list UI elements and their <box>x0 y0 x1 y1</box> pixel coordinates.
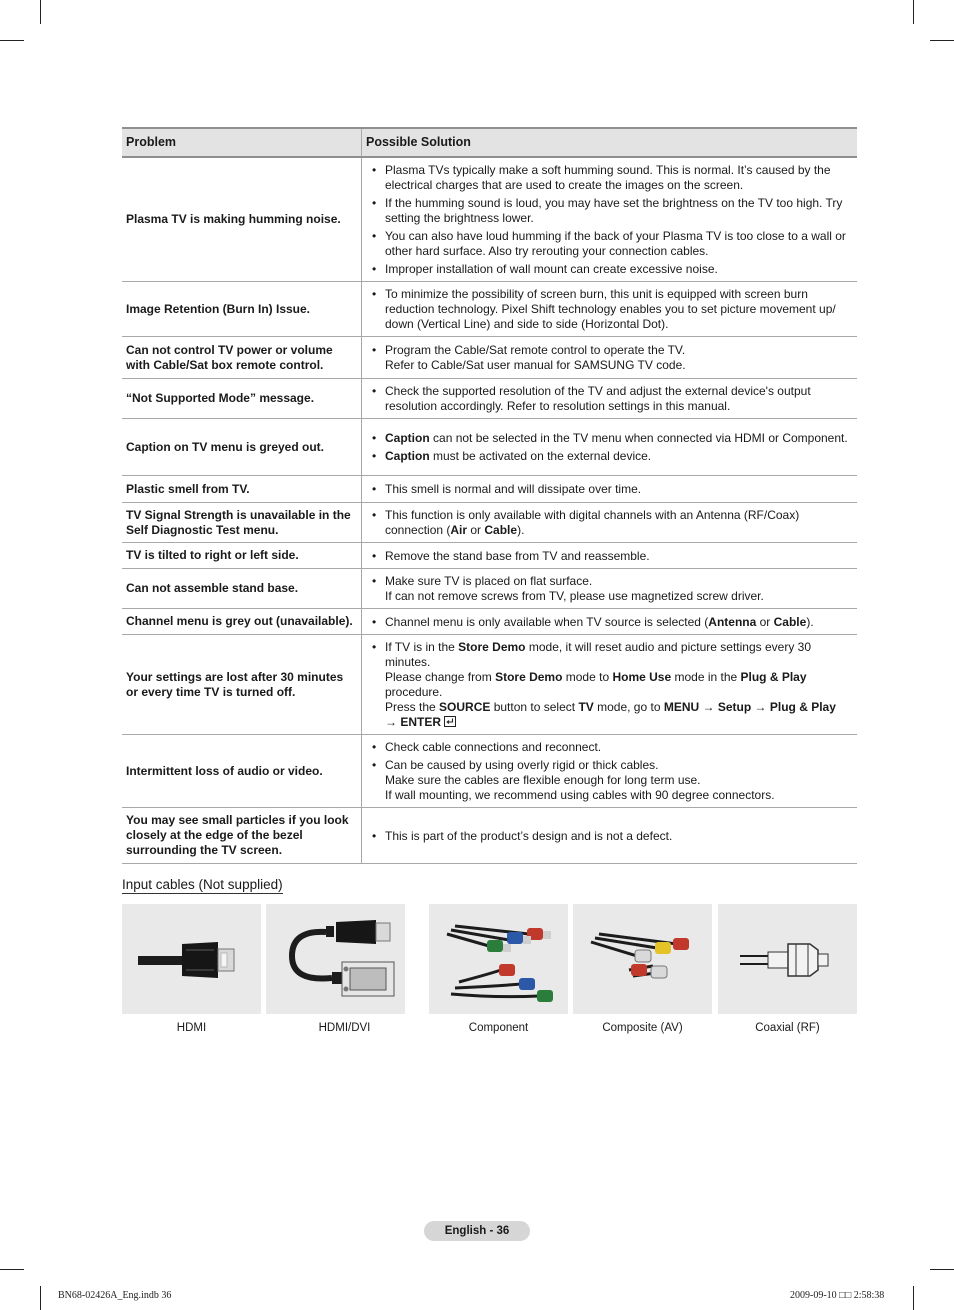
enter-icon <box>444 716 456 727</box>
solution-bullet <box>372 431 851 446</box>
solution-line: • Program the Cable/Sat remote control to operate the TV. <box>385 343 686 357</box>
solution-cell <box>362 569 858 609</box>
term-cable: Cable <box>773 614 807 629</box>
solution-line: If wall mounting, we recommend using cables with 90 degree connectors. <box>385 788 775 802</box>
header-solution: Possible Solution <box>362 128 858 157</box>
table-row <box>122 569 857 609</box>
solution-line: Make sure the cables are flexible enough for long term use. <box>385 773 701 787</box>
solution-bullet <box>372 640 851 730</box>
solution-text: ). <box>806 614 814 629</box>
crop-mark <box>40 1286 41 1310</box>
solution-text: Channel menu is only available when TV source is selected ( <box>385 614 709 629</box>
cable-label: Composite (AV) <box>602 1022 683 1034</box>
troubleshooting-table <box>122 127 857 864</box>
problem-cell: Can not control TV power or volume with Cable/Sat box remote control. <box>122 337 362 379</box>
problem-cell: Intermittent loss of audio or video. <box>122 735 362 808</box>
solution-cell <box>362 735 858 808</box>
solution-cell <box>362 157 858 282</box>
cable-label: HDMI/DVI <box>318 1022 371 1034</box>
solution-bullet: • This smell is normal and will dissipate over time. <box>372 482 851 497</box>
cable-label: Component <box>468 1022 529 1034</box>
term-air: Air <box>450 523 468 537</box>
footer-timestamp: 2009-09-10 □□ 2:58:38 <box>790 1290 885 1301</box>
hdmi-cable-image <box>122 904 261 1014</box>
solution-bullet: • If the humming sound is loud, you may have set the brightness on the TV too high. Try setting the brightness lower. <box>372 196 851 226</box>
crop-mark <box>40 0 41 24</box>
caption-term: Caption <box>385 449 430 463</box>
solution-bullet <box>372 508 851 538</box>
problem-cell: Image Retention (Burn In) Issue. <box>122 282 362 337</box>
solution-text: must be activated on the external device. <box>433 449 652 463</box>
solution-text: can not be selected in the TV menu when connected via HDMI or Component. <box>433 431 848 445</box>
problem-cell: You may see small particles if you look closely at the edge of the bezel surrounding the TV screen. <box>122 808 362 864</box>
solution-text: or <box>467 523 485 537</box>
solution-bullet <box>372 615 851 630</box>
footer-file: BN68-02426A_Eng.indb 36 <box>58 1290 172 1301</box>
solution-line: • If TV is in the Store Demo mode, it will reset audio and picture settings every 30 minutes. <box>385 640 811 669</box>
problem-cell: TV is tilted to right or left side. <box>122 543 362 569</box>
solution-line: • Can be caused by using overly rigid or thick cables. <box>385 758 659 772</box>
term-antenna: Antenna <box>708 614 757 629</box>
cable-label: HDMI <box>176 1022 207 1034</box>
table-row <box>122 808 857 864</box>
solution-bullet <box>372 343 851 373</box>
solution-cell <box>362 282 858 337</box>
problem-cell: Plastic smell from TV. <box>122 476 362 503</box>
problem-cell: “Not Supported Mode” message. <box>122 379 362 419</box>
solution-bullet: • You can also have loud humming if the back of your Plasma TV is too close to a wall or other hard surface. Also try rerouting your connection cables. <box>372 229 851 259</box>
page-number-badge: English - 36 <box>424 1221 530 1241</box>
table-row <box>122 282 857 337</box>
problem-cell: Caption on TV menu is greyed out. <box>122 419 362 476</box>
term-cable: Cable <box>484 523 518 537</box>
table-row <box>122 735 857 808</box>
cable-label: Coaxial (RF) <box>755 1022 820 1034</box>
problem-cell: Plasma TV is making humming noise. <box>122 157 362 282</box>
solution-bullet <box>372 574 851 604</box>
header-problem: Problem <box>122 128 362 157</box>
solution-text: This function is only available with digital channels with an Antenna (RF/Coax) connection ( <box>385 508 800 537</box>
table-row <box>122 503 857 543</box>
solution-line: If can not remove screws from TV, please use magnetized screw driver. <box>385 589 764 603</box>
problem-cell: Channel menu is grey out (unavailable). <box>122 609 362 635</box>
solution-line: Refer to Cable/Sat user manual for SAMSUNG TV code. <box>385 358 686 372</box>
solution-bullet <box>372 758 851 803</box>
input-cables-title: Input cables (Not supplied) <box>122 877 283 892</box>
crop-mark <box>913 1286 914 1310</box>
solution-line: Please change from Store Demo mode to Home Use mode in the Plug & Play procedure. <box>385 670 807 699</box>
table-row <box>122 157 857 282</box>
table-row <box>122 337 857 379</box>
table-row <box>122 379 857 419</box>
problem-cell: Can not assemble stand base. <box>122 569 362 609</box>
table-row <box>122 635 857 735</box>
solution-cell <box>362 419 858 476</box>
caption-term: Caption <box>385 431 430 445</box>
crop-mark <box>930 40 954 41</box>
solution-line: • Make sure TV is placed on flat surface. <box>385 574 593 588</box>
solution-bullet: • Remove the stand base from TV and reassemble. <box>372 549 851 564</box>
solution-bullet: • Improper installation of wall mount can create excessive noise. <box>372 262 851 277</box>
table-row <box>122 476 857 503</box>
crop-mark <box>913 0 914 24</box>
solution-cell <box>362 609 858 635</box>
problem-cell: Your settings are lost after 30 minutes or every time TV is turned off. <box>122 635 362 735</box>
solution-cell <box>362 635 858 735</box>
table-row <box>122 609 857 635</box>
solution-bullet: • Plasma TVs typically make a soft humming sound. This is normal. It’s caused by the electrical charges that are used to create the images on the screen. <box>372 163 851 193</box>
table-row <box>122 543 857 569</box>
solution-cell <box>362 808 858 864</box>
solution-bullet <box>372 449 851 464</box>
hdmi-dvi-cable-image <box>266 904 405 1014</box>
solution-text: ). <box>517 523 525 537</box>
crop-mark <box>930 1269 954 1270</box>
solution-bullet: • Check cable connections and reconnect. <box>372 740 851 755</box>
solution-text: or <box>756 614 774 629</box>
table-header-row <box>122 128 857 157</box>
table-row <box>122 419 857 476</box>
solution-cell <box>362 379 858 419</box>
solution-cell <box>362 503 858 543</box>
solution-cell <box>362 337 858 379</box>
composite-cable-image <box>573 904 712 1014</box>
solution-line: Press the SOURCE button to select TV mode, go to MENU → Setup → Plug & Play → ENTER <box>385 700 836 729</box>
solution-bullet: • To minimize the possibility of screen burn, this unit is equipped with screen burn reduction technology. Pixel Shift technology enables you to set picture movement up/ down (Vertical Line) and side to side (Horizontal Dot). <box>372 287 851 332</box>
solution-cell <box>362 476 858 503</box>
solution-bullet: • This is part of the product’s design and is not a defect. <box>372 829 851 844</box>
component-cable-image <box>429 904 568 1014</box>
coaxial-cable-image <box>718 904 857 1014</box>
crop-mark <box>0 1269 24 1270</box>
solution-cell <box>362 543 858 569</box>
problem-cell: TV Signal Strength is unavailable in the Self Diagnostic Test menu. <box>122 503 362 543</box>
crop-mark <box>0 40 24 41</box>
solution-bullet: • Check the supported resolution of the TV and adjust the external device's output resolution accordingly. Refer to resolution settings in this manual. <box>372 384 851 414</box>
